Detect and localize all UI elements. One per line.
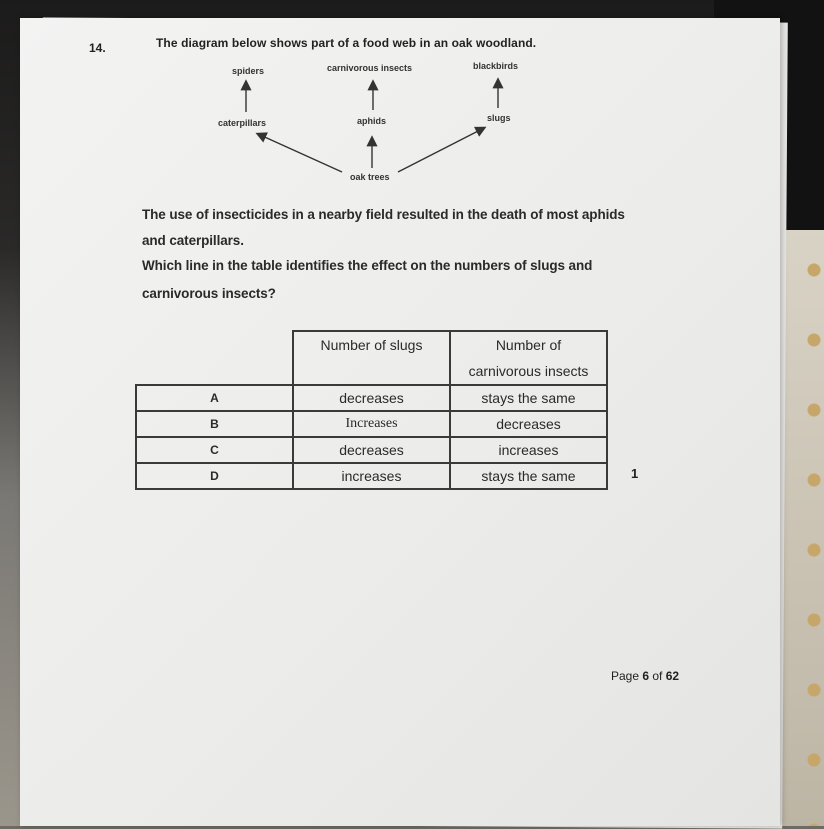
table-row[interactable] xyxy=(136,411,607,437)
row-letter: B xyxy=(136,411,293,437)
page-total: 62 xyxy=(665,669,680,683)
node-slugs: slugs xyxy=(487,113,511,123)
row-letter: D xyxy=(136,463,293,489)
table-header-row xyxy=(136,331,607,385)
row-insects-value: stays the same xyxy=(450,463,607,489)
arrow-oak-slugs xyxy=(398,128,484,172)
row-letter: A xyxy=(136,385,293,411)
row-slugs-value: decreases xyxy=(293,385,450,411)
answer-table xyxy=(135,330,608,490)
node-caterpillars: caterpillars xyxy=(218,118,267,128)
page-current: 6 xyxy=(642,669,650,683)
header-blank-cell xyxy=(136,331,293,385)
table-row[interactable] xyxy=(136,385,607,411)
row-insects-value: decreases xyxy=(450,411,607,437)
arrow-oak-caterpillars xyxy=(258,134,342,172)
page-number xyxy=(611,669,679,683)
table-row[interactable] xyxy=(136,463,607,489)
header-number-of-carnivorous-insects xyxy=(450,331,607,385)
row-slugs-value: decreases xyxy=(293,437,450,463)
food-web-diagram xyxy=(200,58,560,188)
question-number: 14. xyxy=(89,41,106,55)
question-text-line-1: The use of insecticides in a nearby field resulted in the death of most aphids xyxy=(142,207,625,222)
row-slugs-value: Increases xyxy=(293,411,450,437)
node-oak-trees: oak trees xyxy=(350,172,390,182)
row-insects-value: increases xyxy=(450,437,607,463)
question-title: The diagram below shows part of a food web in an oak woodland. xyxy=(156,36,537,50)
header-number-of-slugs: Number of slugs xyxy=(293,331,450,385)
node-aphids: aphids xyxy=(357,116,387,126)
page-prefix: Page xyxy=(611,669,643,683)
question-text-line-3: Which line in the table identifies the effect on the numbers of slugs and xyxy=(142,258,593,273)
header-insects-line-2: carnivorous insects xyxy=(468,363,589,379)
row-letter: C xyxy=(136,437,293,463)
row-insects-value: stays the same xyxy=(450,385,607,411)
page-of: of xyxy=(649,669,666,683)
marks-allocation: 1 xyxy=(631,466,639,481)
node-blackbirds: blackbirds xyxy=(473,61,519,71)
row-slugs-value: increases xyxy=(293,463,450,489)
header-insects-line-1: Number of xyxy=(495,337,562,353)
question-text-line-4: carnivorous insects? xyxy=(142,286,276,301)
node-spiders: spiders xyxy=(232,66,265,76)
question-text-line-2: and caterpillars. xyxy=(142,233,244,248)
table-row[interactable] xyxy=(136,437,607,463)
node-carnivorous-insects: carnivorous insects xyxy=(327,63,413,73)
